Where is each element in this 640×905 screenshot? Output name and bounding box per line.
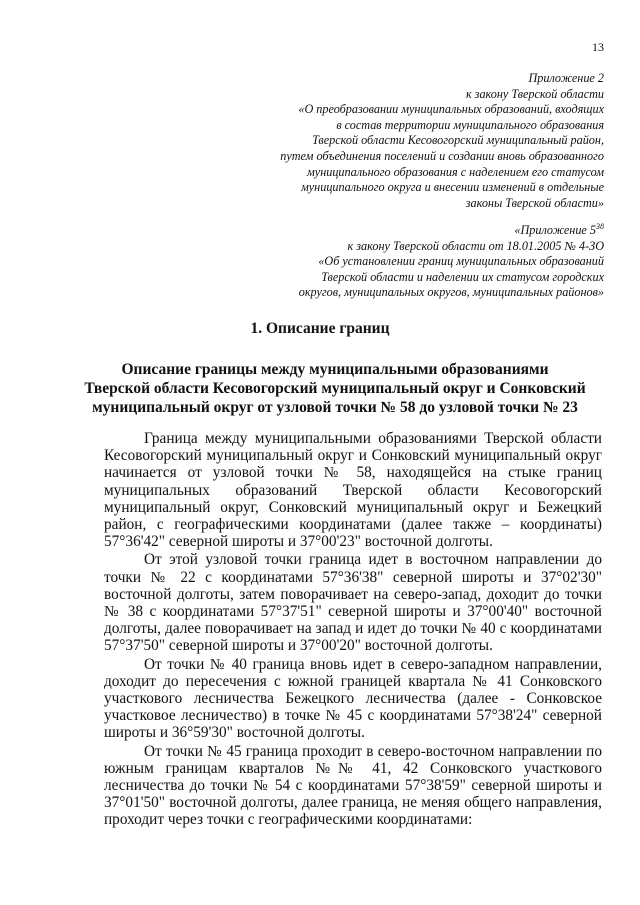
appendix-line: «Об установлении границ муниципальных образований xyxy=(318,254,604,269)
appendix-line: муниципального округа и внесении изменений в отдельные xyxy=(301,180,604,195)
description-title-line: муниципальный округ от узловой точки № 58 до узловой точки № 23 xyxy=(92,399,578,416)
appendix-line: Тверской области и наделении их статусом городских xyxy=(321,269,604,284)
appendix-538-header xyxy=(124,219,604,301)
description-title-line: Тверской области Кесовогорский муниципальный округ и Сонковский xyxy=(84,380,586,397)
boundary-description-body xyxy=(104,430,602,830)
appendix-line: округов, муниципальных округов, муниципальных районов» xyxy=(298,285,604,300)
appendix-538-title-sup: 38 xyxy=(596,222,604,231)
appendix-line: муниципального образования с наделением его статусом xyxy=(307,164,604,179)
appendix-538-title-text: «Приложение 5 xyxy=(514,223,596,238)
page-number: 13 xyxy=(592,40,604,54)
description-title xyxy=(70,360,600,417)
paragraph: Граница между муниципальными образованиями Тверской области Кесовогорский муниципальный округ и Сонковский муниципальный округ начинается от узловой точки № 58, находящейся на стыке границ муниципальных образований Тверской области Кесовогорский муниципальный округ, Сонковский муниципальный округ и Бежецкий район, с географическими координатами (далее также – координаты) 57°36'42" северной широты и 37°00'23" восточной долготы. xyxy=(104,430,602,551)
appendix-line: Тверской области Кесовогорский муниципальный район, xyxy=(312,133,604,148)
appendix-2-header xyxy=(124,71,604,211)
paragraph: От точки № 45 граница проходит в северо-восточном направлении по южным границам кварталов №№ 41, 42 Сонковского участкового лесничества до точки № 54 с координатами 57°38'59" северной широты и 37°01'50" восточной долготы, далее граница, не меняя общего направления, проходит через точки с географическими координатами: xyxy=(104,742,602,829)
paragraph: От точки № 40 граница вновь идет в северо-западном направлении, доходит до пересечения с южной границей квартала № 41 Сонковского участкового лесничества Бежецкого лесничества (далее - Сонковское участковое лесничество) в точке № 45 с координатами 57°38'24" северной широты и 36°59'30" восточной долготы. xyxy=(104,655,602,742)
appendix-538-title xyxy=(124,219,604,239)
paragraph: От этой узловой точки граница идет в восточном направлении до точки № 22 с координатами 57°36'38" северной широты и 37°02'30" восточной долготы, затем поворачивает на северо-запад, доходит до точки № 38 с координатами 57°37'51" северной широты и 37°00'40" восточной долготы, далее поворачивает на запад и идет до точки № 40 с координатами 57°37'50" северной широты и 37°00'20" восточной долготы. xyxy=(104,551,602,655)
appendix-line: к закону Тверской области от 18.01.2005 № 4-ЗО xyxy=(347,238,604,253)
appendix-line: «О преобразовании муниципальных образований, входящих xyxy=(298,102,604,117)
appendix-line: путем объединения поселений и создании вновь образованного xyxy=(280,148,604,163)
appendix-line: законы Тверской области» xyxy=(465,195,604,210)
appendix-line: в состав территории муниципального образования xyxy=(336,117,604,132)
description-title-line: Описание границы между муниципальными образованиями xyxy=(121,361,549,378)
section-title: 1. Описание границ xyxy=(250,320,390,337)
appendix-line: Приложение 2 xyxy=(528,71,604,85)
appendix-line: к закону Тверской области xyxy=(465,86,604,101)
